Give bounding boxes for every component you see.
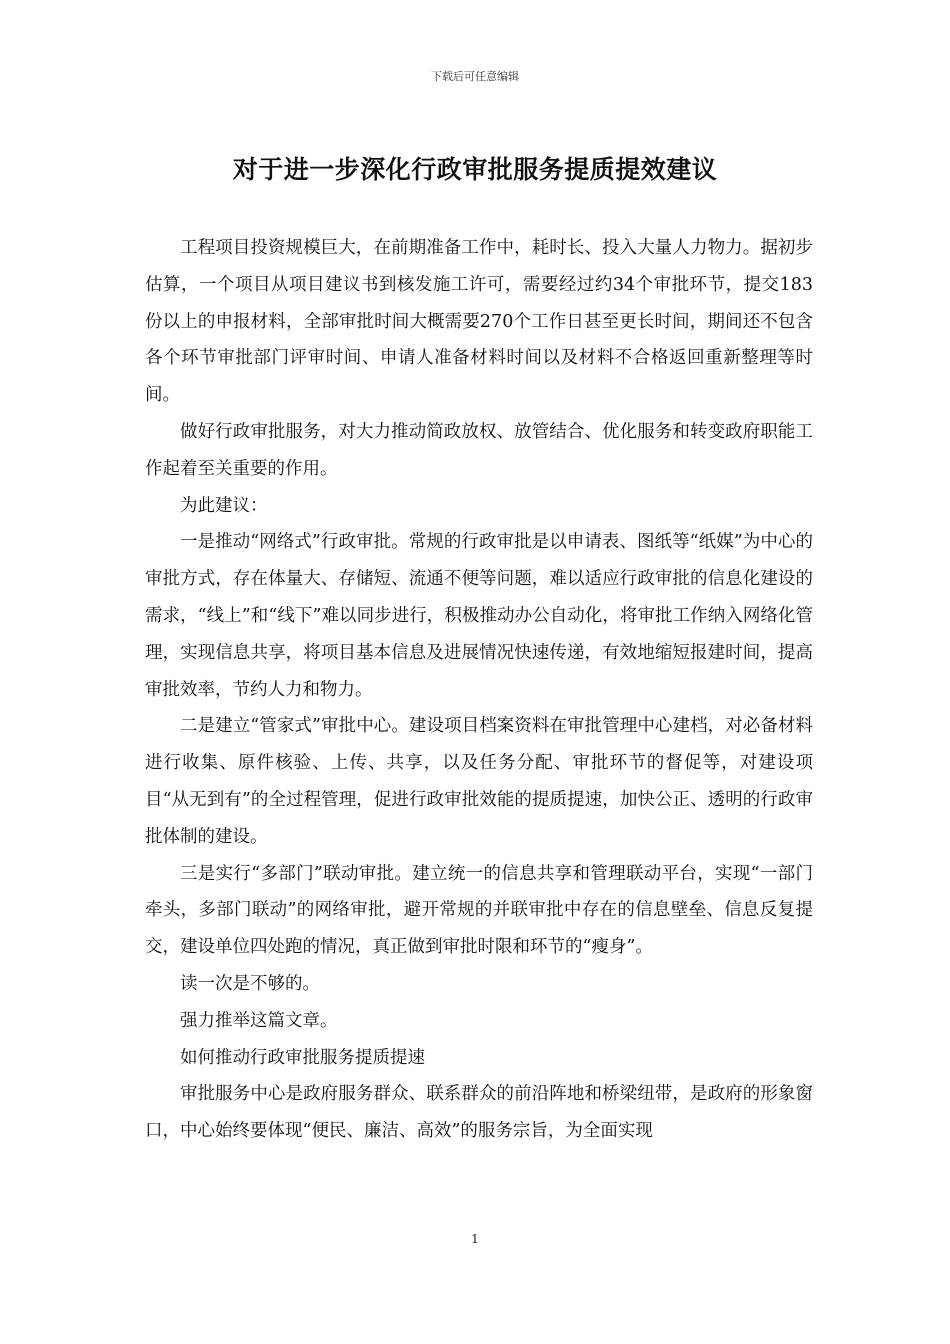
paragraph: 三是实行“多部门”联动审批。建立统一的信息共享和管理联动平台，实现“一部门牵头，多部门联动”的网络审批，避开常规的并联审批中存在的信息壁垒、信息反复提交，建设单位四处跑的情况，真正做到审批时限和环节的“瘦身”。 — [145, 863, 813, 958]
paragraph: 二是建立“管家式”审批中心。建设项目档案资料在审批管理中心建档，对必备材料进行收集、原件核验、上传、共享，以及任务分配、审批环节的督促等，对建设项目“从无到有”的全过程管理，促进行政审批效能的提质提速，加快公正、透明的行政审批体制的建设。 — [145, 716, 813, 847]
paragraph: 做好行政审批服务，对大力推动简政放权、放管结合、优化服务和转变政府职能工作起着至关重要的作用。 — [145, 421, 813, 479]
page-number: 1 — [471, 1232, 479, 1246]
paragraph: 为此建议： — [180, 495, 268, 516]
paragraph: 审批服务中心是政府服务群众、联系群众的前沿阵地和桥梁纽带，是政府的形象窗口，中心始终要体现“便民、廉洁、高效”的服务宗旨，为全面实现 — [145, 1084, 813, 1142]
paragraph: 一是推动“网络式”行政审批。常规的行政审批是以申请表、图纸等“纸媒”为中心的审批方式，存在体量大、存储短、流通不便等问题，难以适应行政审批的信息化建设的需求，“线上”和“线下”难以同步进行，积极推动办公自动化，将审批工作纳入网络化管理，实现信息共享，将项目基本信息及进展情况快速传递，有效地缩短报建时间，提高审批效率，节约人力和物力。 — [145, 532, 813, 700]
header-note: 下载后可任意编辑 — [431, 70, 519, 83]
paragraph: 强力推举这篇文章。 — [180, 1010, 338, 1031]
document-title: 对于进一步深化行政审批服务提质提效建议 — [232, 155, 718, 184]
paragraph: 如何推动行政审批服务提质提速 — [180, 1047, 425, 1068]
paragraph: 工程项目投资规模巨大，在前期准备工作中，耗时长、投入大量人力物力。据初步估算，一个项目从项目建议书到核发施工许可，需要经过约34个审批环节，提交183份以上的申报材料，全部审批时间大概需要270个工作日甚至更长时间，期间还不包含各个环节审批部门评审时间、申请人准备材料时间以及材料不合格返回重新整理等时间。 — [145, 238, 813, 406]
document-body — [145, 230, 813, 1150]
paragraph: 读一次是不够的。 — [180, 973, 320, 994]
